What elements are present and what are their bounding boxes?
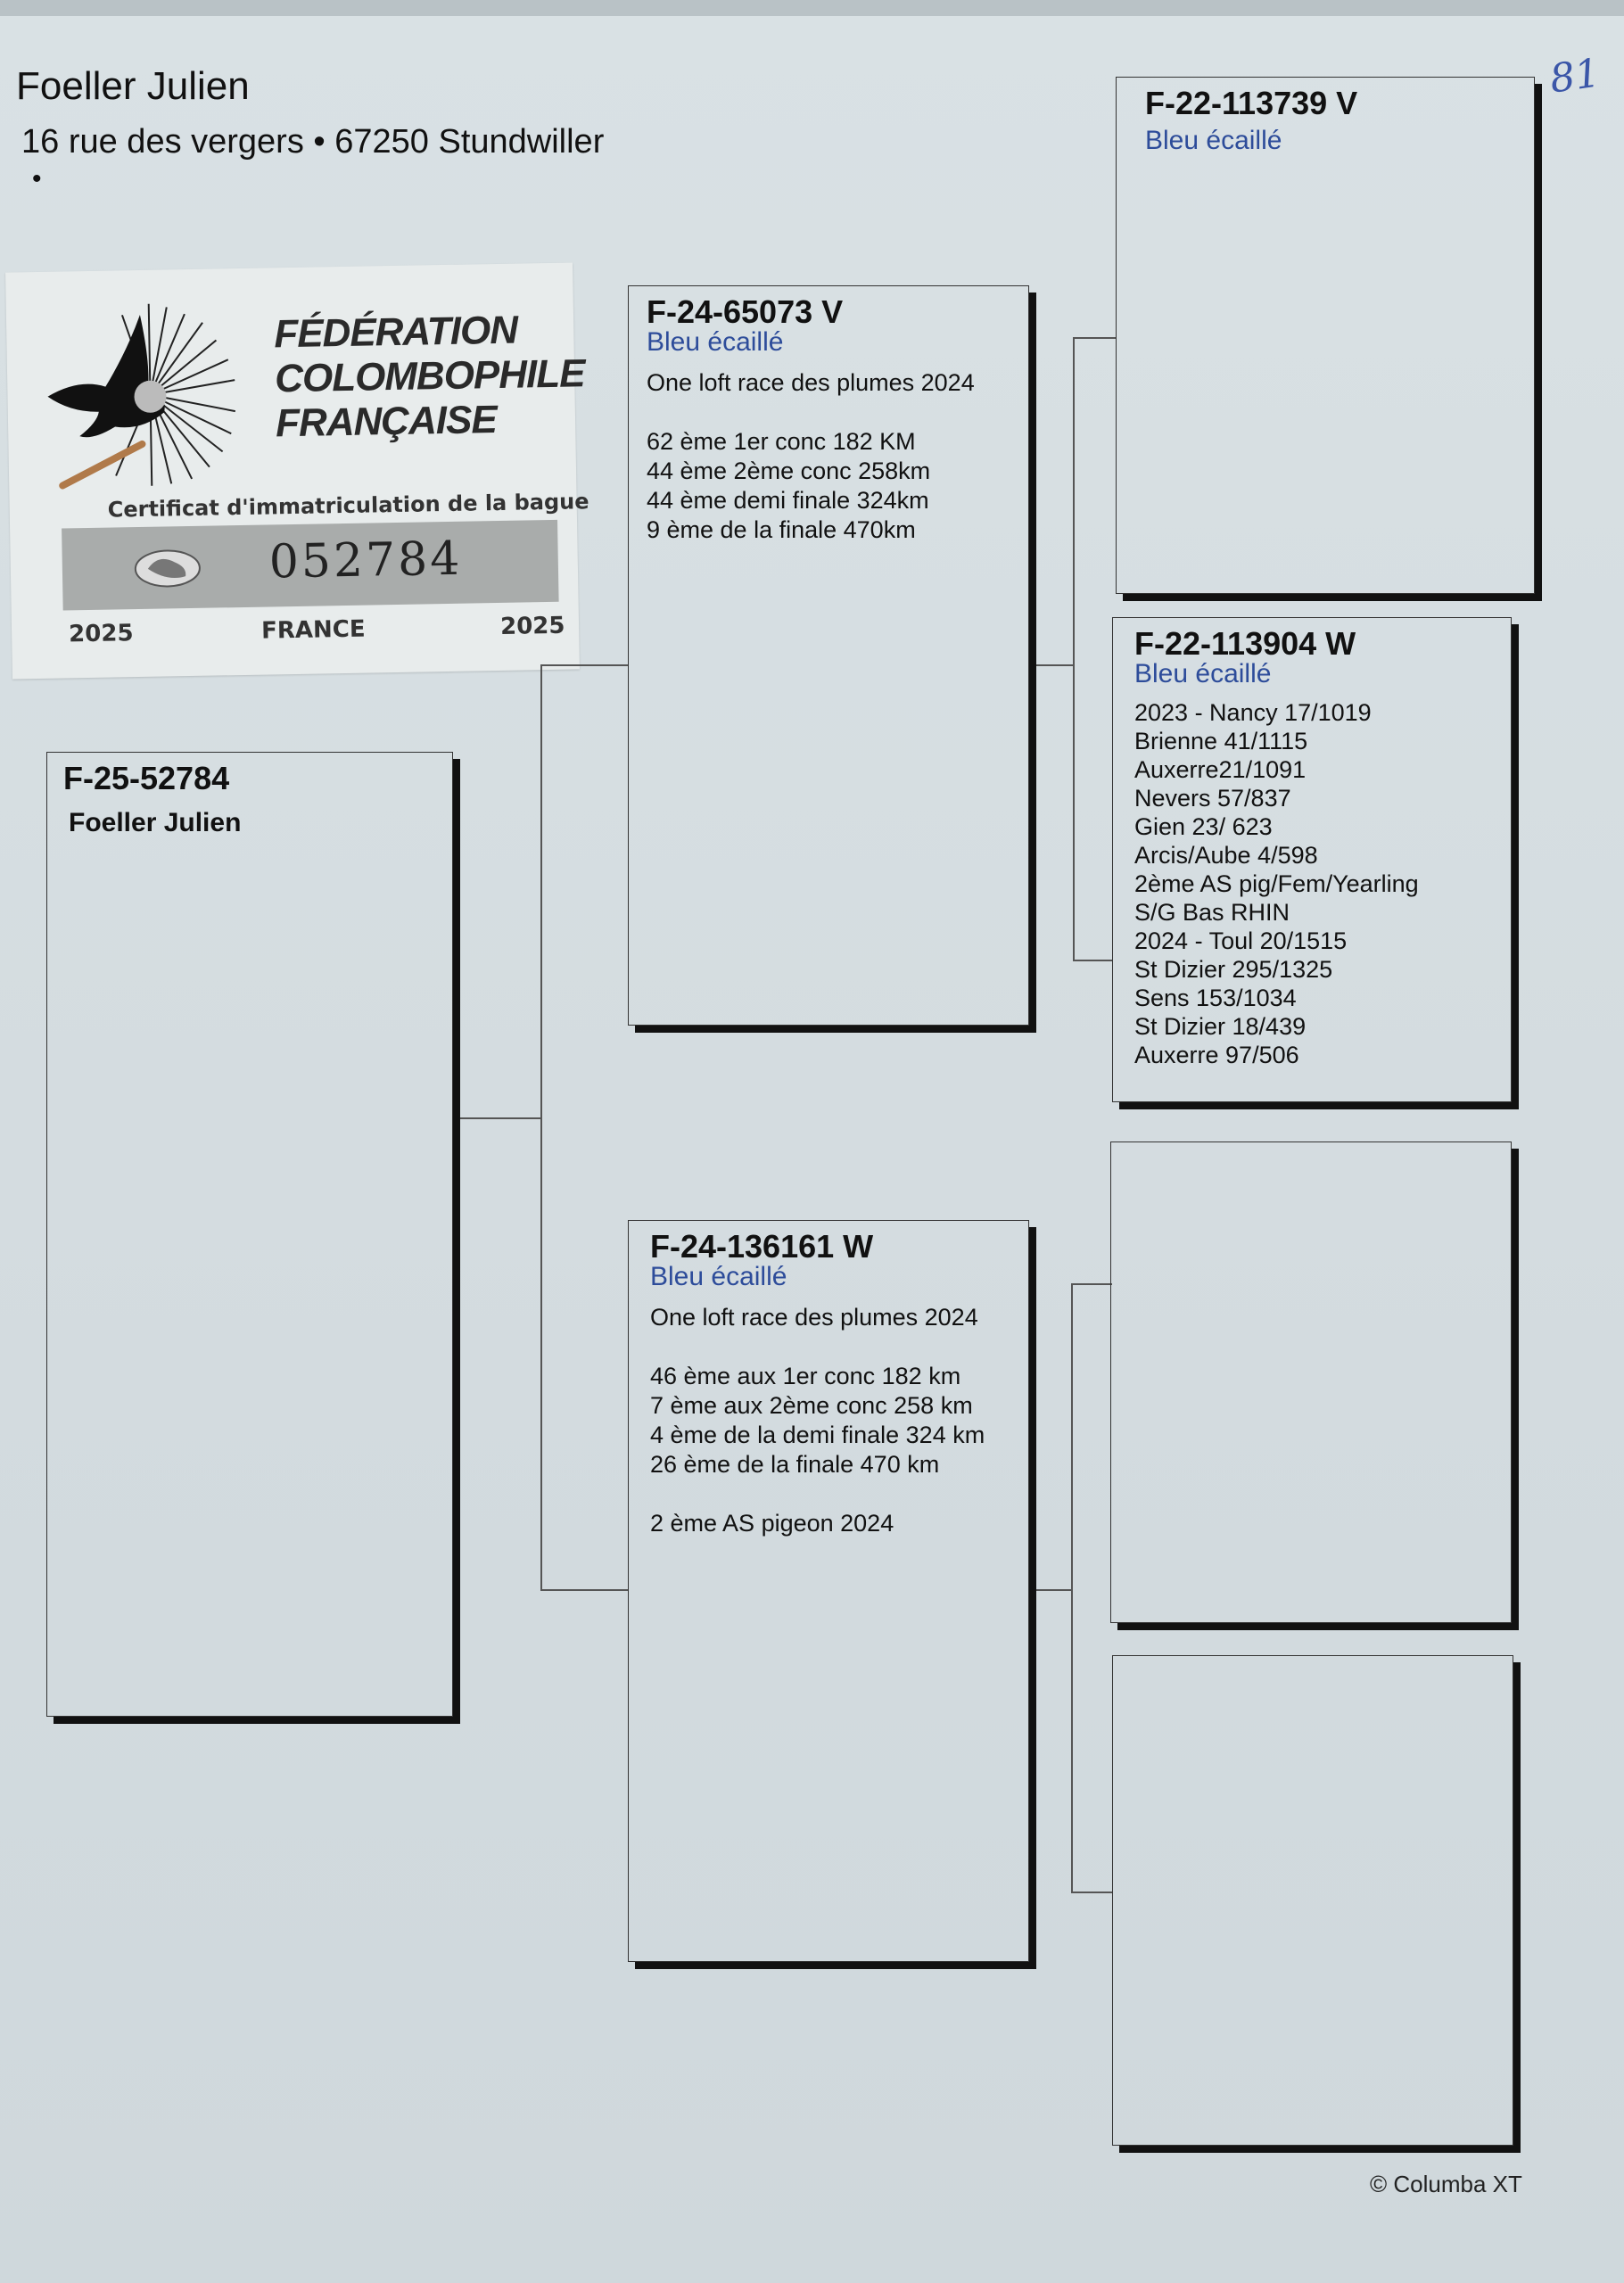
subject-ring-number: F-25-52784 xyxy=(63,760,230,796)
sire-dam-note-line: 2024 - Toul 20/1515 xyxy=(1134,927,1348,954)
sire-dam-box xyxy=(1112,617,1512,1102)
connector-subject xyxy=(458,1117,542,1119)
ring-certificate xyxy=(5,262,589,679)
sire-dam-note-line: Gien 23/ 623 xyxy=(1134,813,1273,840)
dam-performance-notes xyxy=(650,1303,985,1538)
sire-note-line: One loft race des plumes 2024 xyxy=(647,369,975,396)
connector-to-sire-dam xyxy=(1073,960,1112,961)
sire-dam-performance-notes xyxy=(1134,698,1419,1069)
sire-note-line: 62 ème 1er conc 182 KM xyxy=(647,428,916,455)
owner-name: Foeller Julien xyxy=(16,64,250,108)
sire-dam-note-line: Auxerre21/1091 xyxy=(1134,756,1307,783)
handwritten-page-number: 81 xyxy=(1546,50,1603,103)
owner-address: 16 rue des vergers • 67250 Stundwiller xyxy=(21,123,605,161)
sire-dam-note-line: S/G Bas RHIN xyxy=(1134,899,1290,926)
connector-to-sire xyxy=(540,664,628,666)
top-edge xyxy=(0,0,1624,16)
dam-note-line xyxy=(650,1332,985,1362)
dam-note-line: 2 ème AS pigeon 2024 xyxy=(650,1510,894,1537)
sire-dam-color: Bleu écaillé xyxy=(1134,659,1272,688)
connector-sire-grandparents-vertical xyxy=(1073,337,1075,961)
fcf-pigeon-logo-icon xyxy=(42,294,286,495)
sire-performance-notes xyxy=(647,368,975,545)
dam-ring-number: F-24-136161 W xyxy=(650,1228,874,1265)
certificate-country: FRANCE xyxy=(260,615,366,645)
dam-note-line: 26 ème de la finale 470 km xyxy=(650,1451,940,1478)
sire-note-line: 9 ème de la finale 470km xyxy=(647,516,916,543)
federation-name-line1: FÉDÉRATION xyxy=(273,308,518,357)
federation-name xyxy=(274,307,586,446)
connector-to-dam-dam xyxy=(1071,1892,1112,1893)
sire-dam-note-line: Auxerre 97/506 xyxy=(1134,1042,1299,1068)
federation-name-line3: FRANÇAISE xyxy=(275,398,498,446)
sire-sire-box xyxy=(1116,77,1535,594)
federation-name-line2: COLOMBOPHILE xyxy=(274,351,585,401)
sire-sire-color: Bleu écaillé xyxy=(1145,126,1282,155)
sire-note-line: 44 ème demi finale 324km xyxy=(647,487,929,514)
connector-to-dam xyxy=(540,1589,628,1591)
ring-number: 052784 xyxy=(268,532,463,589)
subject-pigeon-box xyxy=(46,752,453,1717)
sire-dam-note-line: Brienne 41/1115 xyxy=(1134,728,1308,754)
sire-dam-note-line: Sens 153/1034 xyxy=(1134,985,1297,1011)
dam-note-line: One loft race des plumes 2024 xyxy=(650,1304,978,1331)
certificate-number-band xyxy=(62,520,559,611)
sire-note-line: 44 ème 2ème conc 258km xyxy=(647,457,931,484)
fcf-monogram-icon xyxy=(131,546,203,591)
sire-note-line xyxy=(647,398,975,427)
dam-note-line xyxy=(650,1479,985,1509)
bullet-point: • xyxy=(32,164,42,194)
sire-dam-note-line: St Dizier 18/439 xyxy=(1134,1013,1307,1040)
sire-dam-ring-number: F-22-113904 W xyxy=(1134,625,1356,662)
sire-color: Bleu écaillé xyxy=(647,327,784,357)
connector-to-sire-sire xyxy=(1073,337,1116,339)
dam-color: Bleu écaillé xyxy=(650,1262,787,1291)
dam-box xyxy=(628,1220,1029,1962)
dam-note-line: 46 ème aux 1er conc 182 km xyxy=(650,1363,961,1389)
sire-ring-number: F-24-65073 V xyxy=(647,293,844,330)
certificate-title: Certificat d'immatriculation de la bague xyxy=(107,489,589,523)
connector-dam-grandparents-vertical xyxy=(1071,1283,1073,1892)
certificate-year-left: 2025 xyxy=(68,620,134,648)
connector-dam-out xyxy=(1029,1589,1072,1591)
subject-owner: Foeller Julien xyxy=(69,808,242,837)
sire-sire-ring-number: F-22-113739 V xyxy=(1145,85,1358,121)
sire-dam-note-line: Nevers 57/837 xyxy=(1134,785,1291,812)
sire-dam-note-line: St Dizier 295/1325 xyxy=(1134,956,1333,983)
sire-dam-note-line: 2ème AS pig/Fem/Yearling xyxy=(1134,870,1419,897)
connector-to-dam-sire xyxy=(1071,1283,1112,1285)
sire-dam-note-line: 2023 - Nancy 17/1019 xyxy=(1134,699,1372,726)
dam-sire-box xyxy=(1110,1142,1512,1623)
sire-dam-note-line: Arcis/Aube 4/598 xyxy=(1134,842,1318,869)
dam-note-line: 4 ème de la demi finale 324 km xyxy=(650,1422,985,1448)
connector-sire-out xyxy=(1029,664,1074,666)
certificate-year-right: 2025 xyxy=(499,612,565,640)
dam-note-line: 7 ème aux 2ème conc 258 km xyxy=(650,1392,973,1419)
dam-dam-box xyxy=(1112,1655,1513,2146)
connector-parents-vertical xyxy=(540,664,542,1590)
copyright-footer: © Columba XT xyxy=(1370,2171,1522,2197)
sire-box xyxy=(628,285,1029,1026)
